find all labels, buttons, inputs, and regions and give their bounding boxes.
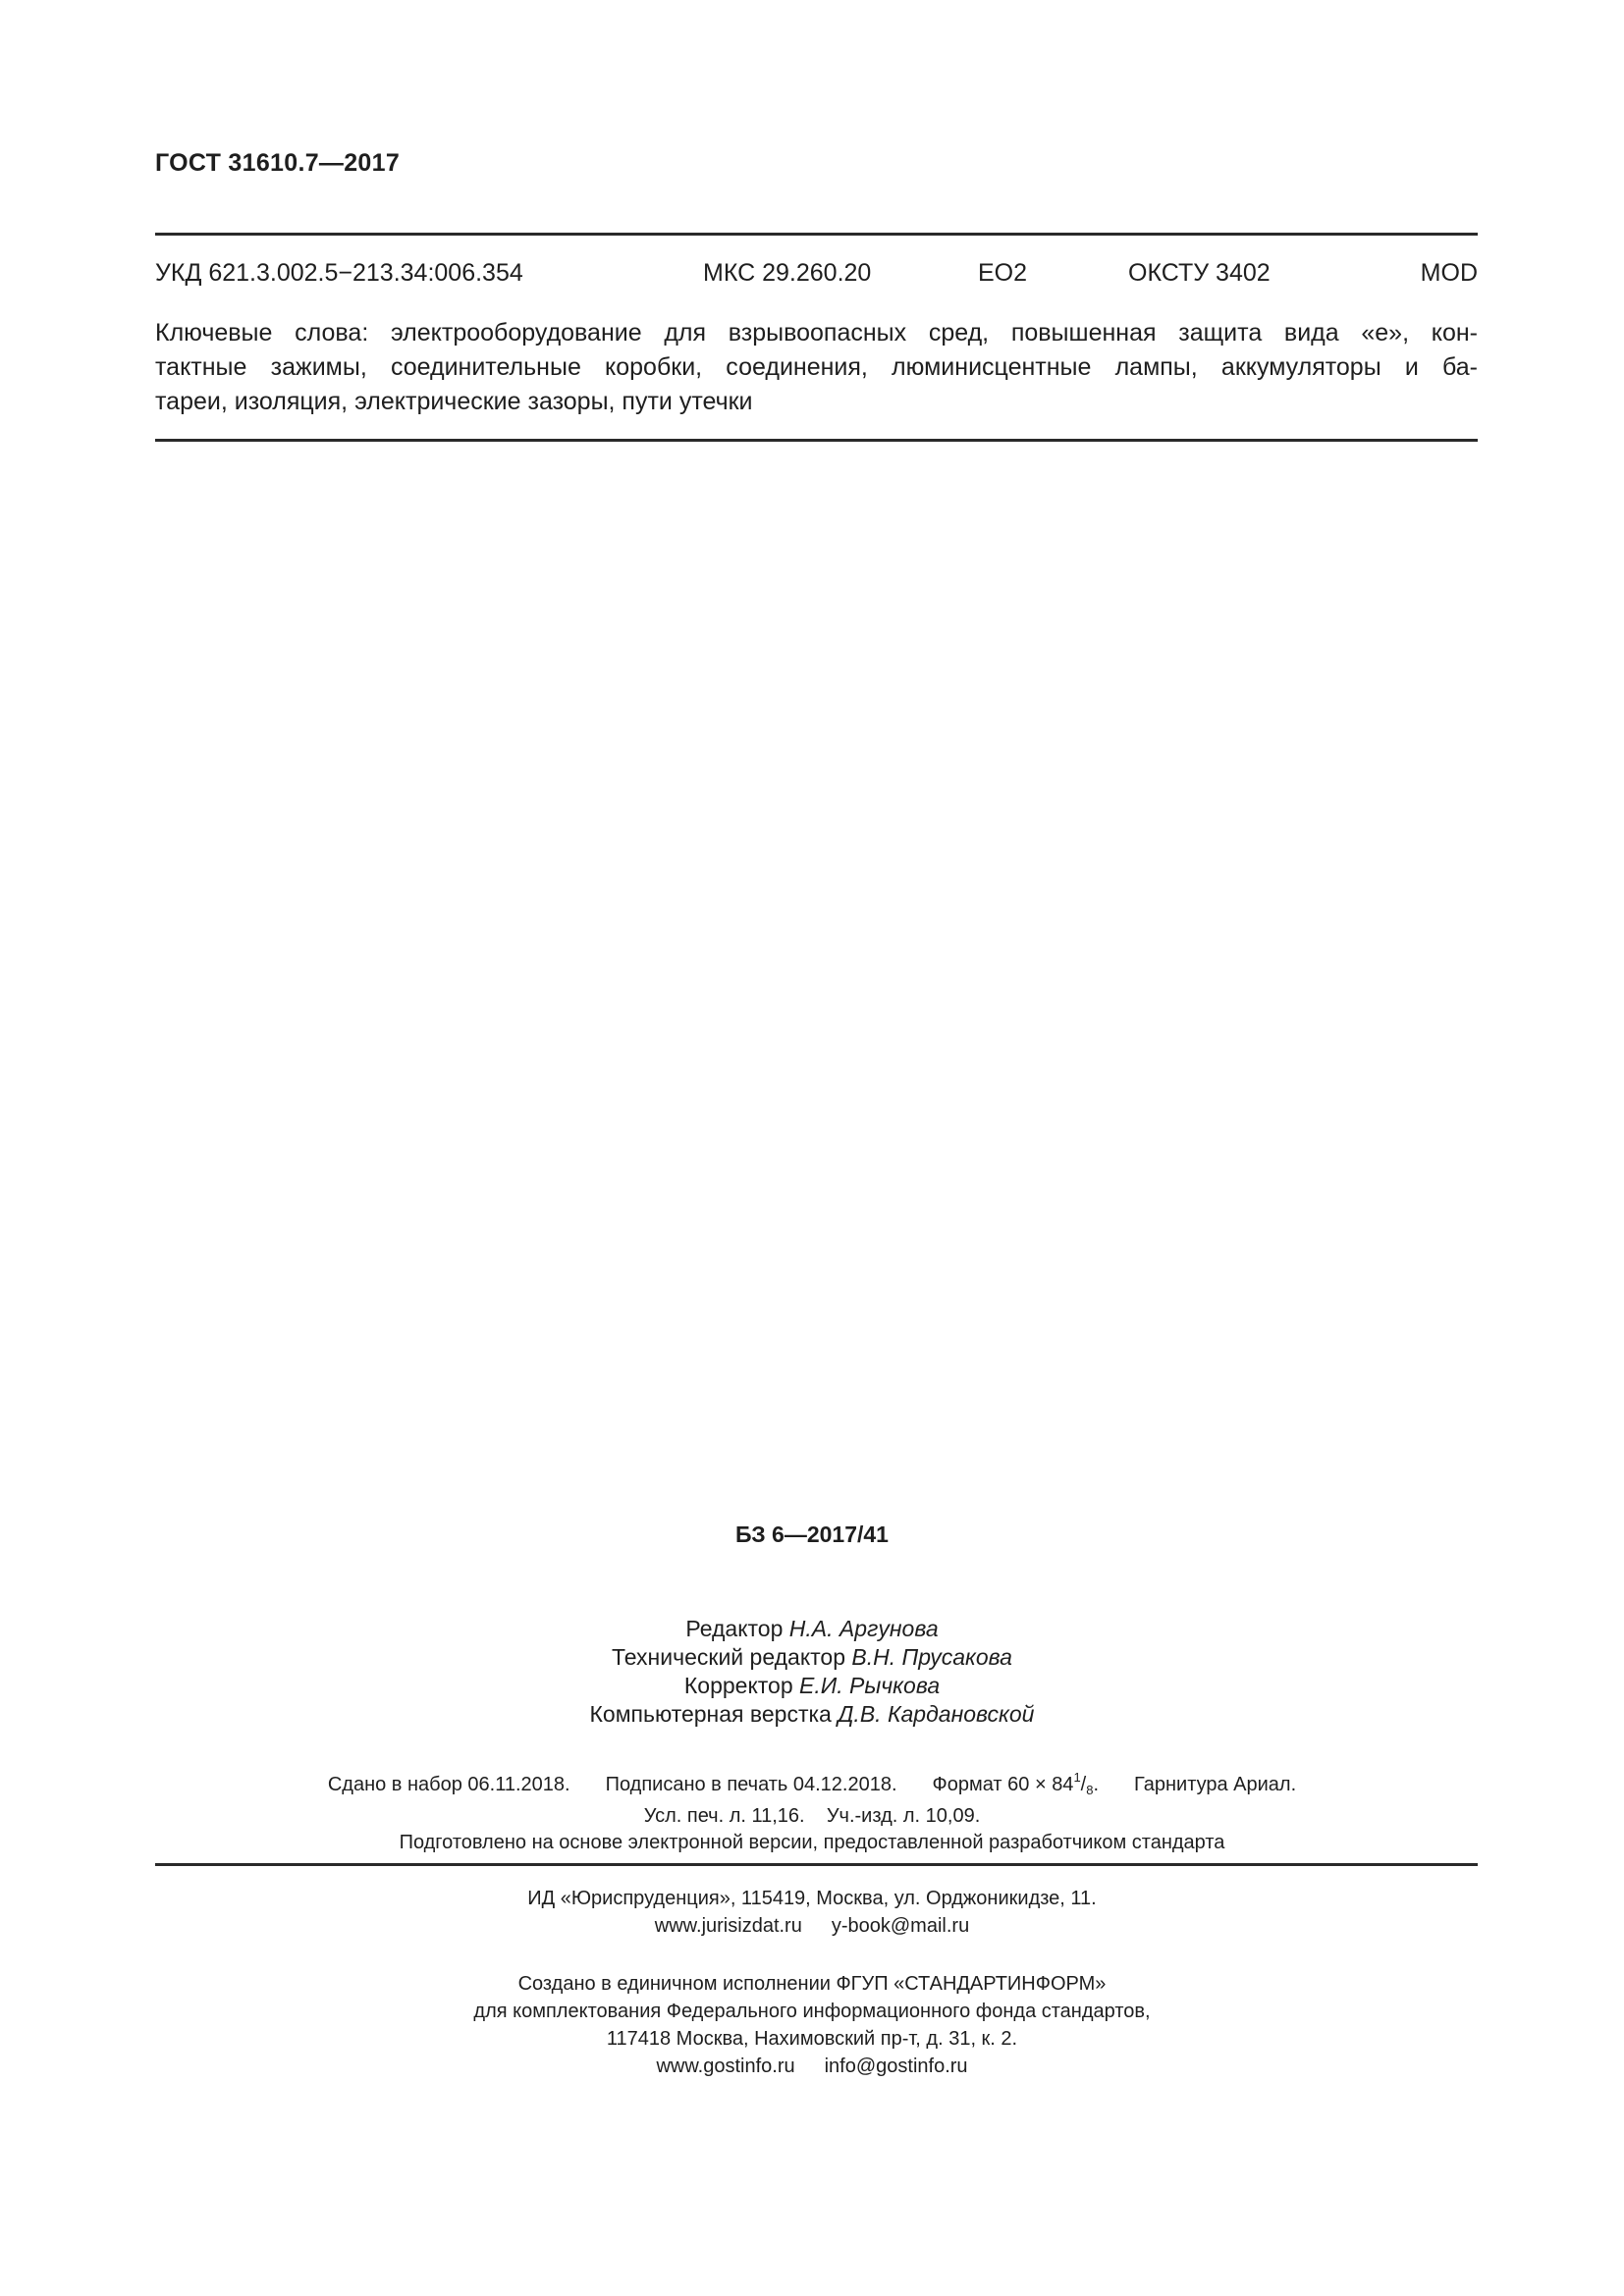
publisher-address: ИД «Юриспруденция», 115419, Москва, ул. Орджоникидзе, 11.: [527, 1888, 1097, 1909]
keywords-line: тареи, изоляция, электрические зазоры, пути утечки: [155, 388, 753, 415]
created-line: для комплектования Федерального информационного фонда стандартов,: [473, 2001, 1151, 2022]
proofreader-role: Корректор: [683, 1673, 793, 1698]
editor-name: Н.А. Аргунова: [788, 1616, 939, 1641]
created-block: [0, 1970, 1624, 2080]
layout-name: Д.В. Кардановской: [838, 1701, 1035, 1727]
sheets-line: [0, 1803, 1624, 1830]
paper-format: Формат $60 \times 84^1/_8$.: [932, 1770, 1100, 1797]
top-divider: [155, 233, 1478, 236]
prepared-note: Подготовлено на основе электронной версии, предоставленной разработчиком стандарта: [399, 1832, 1225, 1853]
gostinfo-email[interactable]: info@gostinfo.ru: [824, 2056, 968, 2077]
format-numerator: 1: [1073, 1770, 1081, 1785]
footer-divider: [155, 1863, 1478, 1866]
printed-sheets: Усл. печ. л. 11,16.: [643, 1805, 805, 1827]
typeface: Гарнитура Ариал.: [1134, 1774, 1297, 1795]
eo-code: ЕО2: [978, 259, 1028, 287]
layout-line: [0, 1700, 1624, 1729]
created-contacts: [0, 2053, 1624, 2080]
keywords-line: Ключевые слова: электрооборудование для взрывоопасных сред, повышенная защита вида «е», кон-: [155, 319, 1478, 347]
tech-editor-role: Технический редактор: [612, 1644, 846, 1670]
publisher-contacts: [0, 1912, 1624, 1940]
tech-editor-name: В.Н. Прусакова: [851, 1644, 1012, 1670]
publisher-email[interactable]: y-book@mail.ru: [831, 1915, 970, 1937]
created-address: 117418 Москва, Нахимовский пр-т, д. 31, к. 2.: [606, 2028, 1018, 2050]
keywords-divider: [155, 439, 1478, 442]
editor-line: [0, 1615, 1624, 1643]
editor-role: Редактор: [685, 1616, 784, 1641]
bz-number: БЗ 6—2017/41: [735, 1522, 889, 1547]
publisher-site[interactable]: www.jurisizdat.ru: [654, 1915, 802, 1937]
keywords-line: тактные зажимы, соединительные коробки, соединения, люминисцентные лампы, аккумуляторы и ба-: [155, 353, 1478, 381]
udk-code: УКД 621.3.002.5−213.34:006.354: [155, 259, 523, 287]
print-dates-line: [0, 1764, 1624, 1803]
tech-editor-line: [0, 1643, 1624, 1672]
staff-credits: [0, 1615, 1624, 1729]
edition-sheets: Уч.-изд. л. 10,09.: [826, 1805, 981, 1827]
created-line: Создано в единичном исполнении ФГУП «СТАНДАРТИНФОРМ»: [517, 1973, 1107, 1995]
publisher-block: [0, 1885, 1624, 1940]
signed-date: Подписано в печать 04.12.2018.: [605, 1774, 897, 1795]
proofreader-line: [0, 1672, 1624, 1700]
layout-role: Компьютерная верстка: [589, 1701, 832, 1727]
mks-code: МКС 29.260.20: [703, 259, 872, 287]
submitted-date: Сдано в набор 06.11.2018.: [327, 1774, 570, 1795]
mod-code: MOD: [1420, 259, 1478, 287]
gostinfo-site[interactable]: www.gostinfo.ru: [656, 2056, 795, 2077]
okstu-code: ОКСТУ 3402: [1128, 259, 1271, 287]
proofreader-name: Е.И. Рычкова: [799, 1673, 941, 1698]
keywords-block: [155, 316, 1478, 419]
print-info: [0, 1764, 1624, 1856]
document-code: ГОСТ 31610.7—2017: [155, 149, 401, 177]
format-denominator: 8: [1086, 1783, 1094, 1797]
